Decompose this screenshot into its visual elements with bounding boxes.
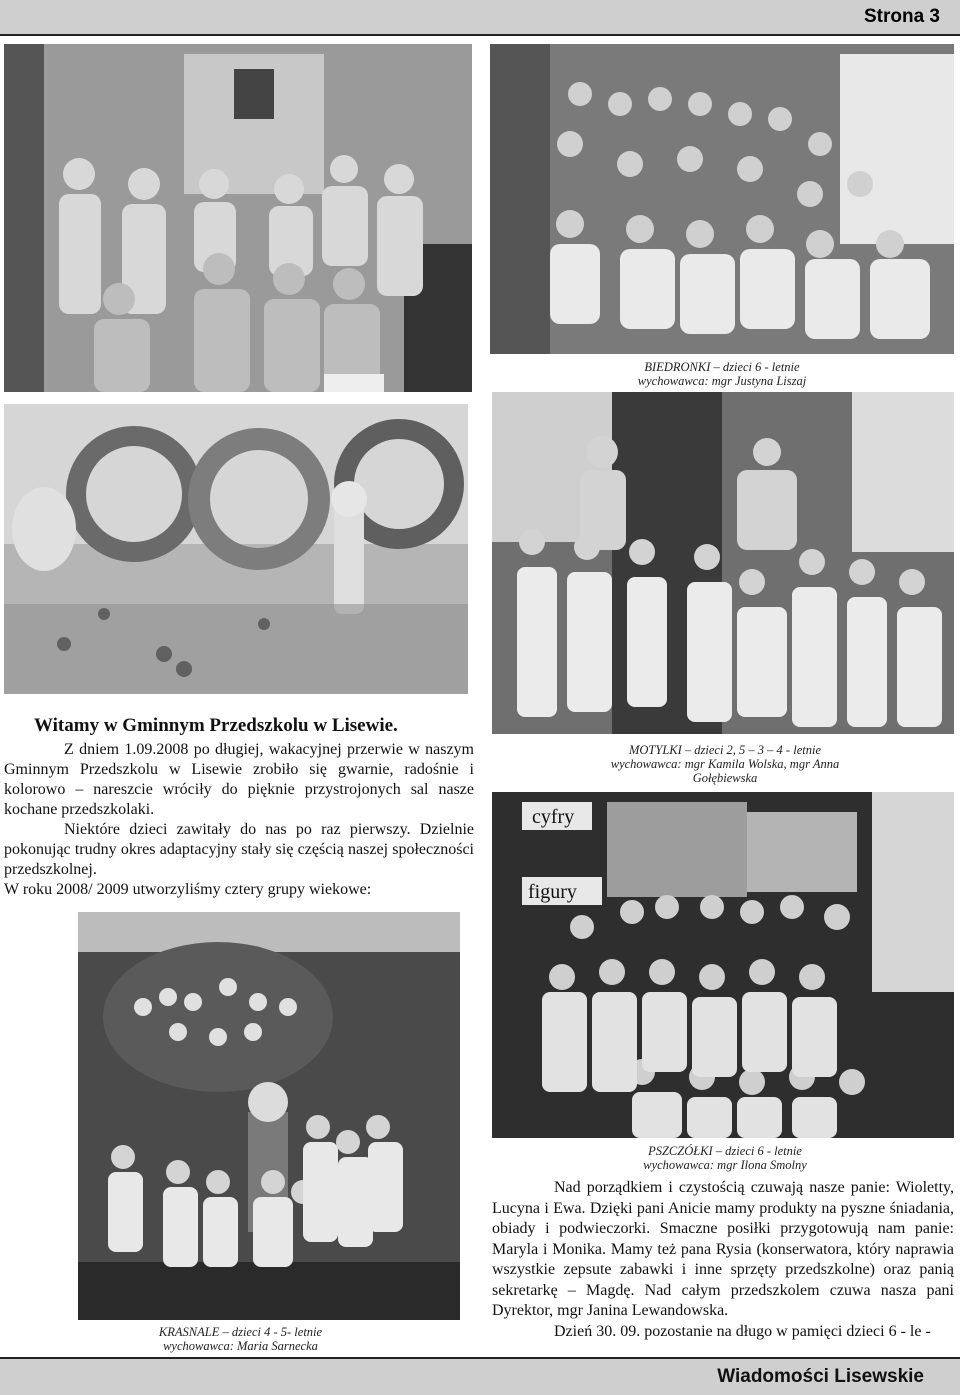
article-paragraph: W roku 2008/ 2009 utworzyliśmy cztery grupy wiekowe: [4,881,372,898]
motylki-caption-teacher-cont: Gołębiewska [692,771,758,785]
article-paragraph: Niektóre dzieci zawitały do nas po raz pierwszy. Dzielnie pokonując trudny okres adaptacyjny stały się częścią naszej społeczności przedszkolnej. [4,821,474,878]
pszczolki-photo [492,792,954,1138]
biedronki-caption-teacher: wychowawca: mgr Justyna Liszaj [637,374,807,388]
teachers-photo [4,44,472,392]
class-photo-icon [492,792,954,1138]
motylki-caption-teacher: wychowawca: mgr Kamila Wolska, mgr Anna [610,757,840,771]
motylki-caption [560,743,890,785]
krasnale-caption-group: KRASNALE – dzieci 4 - 5- letnie [158,1325,323,1339]
wreath-photo-icon [4,404,468,694]
article-paragraph: Nad porządkiem i czystością czuwają nasze panie: Wioletty, Lucyna i Ewa. Dzięki pani Anicie mamy produkty na pyszne śniadania, obiady i podwieczorki. Smaczne posiłki przygotowują nam panie: Maryla i Monika. Mamy też pana Rysia (konserwatora, który naprawia wszystkie zepsute zabawki i inne sprzęty przedszkolne) oraz panią sekretarkę – Magdę. Nad całym przedszkolem czuwa nasza pani Dyrektor, mgr Janina Lewandowska. [492,1179,954,1319]
biedronki-caption-group: BIEDRONKI – dzieci 6 - letnie [644,360,800,374]
wreaths-photo [4,404,468,694]
class-photo-icon [492,392,954,734]
page-header [0,0,960,38]
pszczolki-caption [560,1144,890,1172]
footer-bar [0,1357,960,1395]
motylki-caption-group: MOTYLKI – dzieci 2, 5 – 3 – 4 - letnie [628,743,821,757]
pszczolki-caption-group: PSZCZÓŁKI – dzieci 6 - letnie [648,1144,802,1158]
article-paragraph: Z dniem 1.09.2008 po długiej, wakacyjnej przerwie w naszym Gminnym Przedszkolu w Lisewie zrobiło się gwarnie, radośnie i kolorowo – nareszcie wróciły do pięknie przystrojonych sal nasze kochane przedszkolaki. [4,741,474,818]
krasnale-caption [78,1325,403,1353]
board-word-cyfry: cyfry [532,806,575,828]
page-number: Strona 3 [863,6,940,27]
header-bar [0,0,960,36]
krasnale-caption-teacher: wychowawca: Maria Sarnecka [163,1339,318,1353]
class-photo-icon [490,44,954,354]
article-right-body [492,1178,954,1342]
krasnale-photo [78,912,460,1320]
article-paragraph: Dzień 30. 09. pozostanie na długo w pamięci dzieci 6 - le - [554,1322,931,1340]
class-photo-icon [78,912,460,1320]
publication-title: Wiadomości Lisewskie [717,1366,924,1387]
group-photo-icon [4,44,472,392]
pszczolki-caption-teacher: wychowawca: mgr Ilona Smolny [643,1158,807,1172]
board-word-figury: figury [528,881,577,903]
biedronki-caption [490,360,954,388]
article-body [4,740,474,900]
biedronki-photo [490,44,954,354]
motylki-photo [492,392,954,734]
article-headline: Witamy w Gminnym Przedszkolu w Lisewie. [34,715,398,736]
